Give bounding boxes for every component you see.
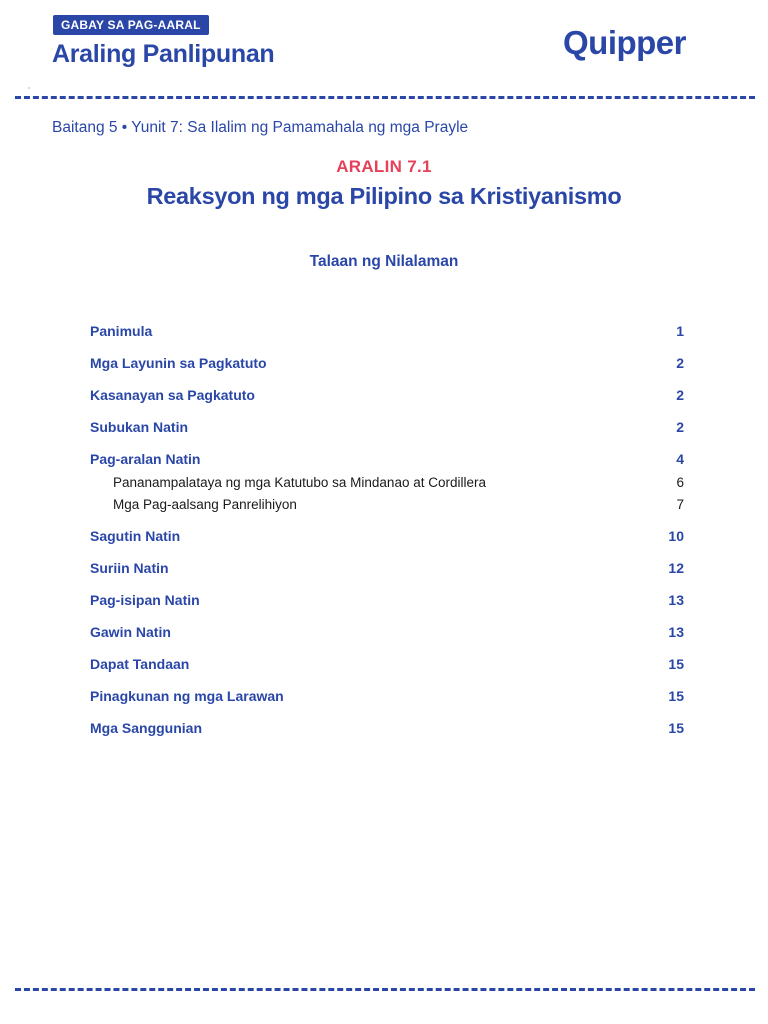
toc-entry[interactable] [90, 419, 684, 439]
toc-entry[interactable] [90, 560, 684, 580]
toc-subentry-label: Mga Pag-aalsang Panrelihiyon [113, 497, 297, 512]
toc-subentry[interactable] [90, 475, 684, 495]
subject-title: Araling Panlipunan [52, 40, 275, 68]
toc-entry[interactable] [90, 387, 684, 407]
toc-entry-label: Mga Sanggunian [90, 720, 202, 736]
toc-entry-label: Pag-isipan Natin [90, 592, 200, 608]
toc-subentry-label: Pananampalataya ng mga Katutubo sa Mindanao at Cordillera [113, 475, 486, 490]
toc-entry[interactable] [90, 720, 684, 740]
footer-divider [15, 988, 755, 991]
toc-entry-label: Suriin Natin [90, 560, 169, 576]
toc-entry-page: 2 [676, 419, 684, 435]
toc-entry-page: 10 [668, 528, 684, 544]
toc-entry[interactable] [90, 688, 684, 708]
toc-entry-label: Panimula [90, 323, 153, 339]
toc-entry-label: Sagutin Natin [90, 528, 181, 544]
brand-logo: Quipper [563, 24, 687, 61]
unit-breadcrumb: Baitang 5 • Yunit 7: Sa Ilalim ng Pamamahala ng mga Prayle [52, 119, 469, 136]
toc-subentry-page: 6 [676, 475, 684, 490]
toc-subentry[interactable] [90, 497, 684, 517]
toc-entry-page: 13 [668, 624, 684, 640]
toc-entry[interactable] [90, 355, 684, 375]
toc-entry[interactable] [90, 323, 684, 343]
header-divider [15, 96, 755, 99]
toc-heading: Talaan ng Nilalaman [309, 253, 459, 270]
decorative-dot [28, 87, 30, 89]
lesson-title: Reaksyon ng mga Pilipino sa Kristiyanismo [146, 183, 622, 209]
toc-entry[interactable] [90, 451, 684, 471]
toc-entry[interactable] [90, 656, 684, 676]
toc-entry-label: Subukan Natin [90, 419, 189, 435]
toc-entry-page: 13 [668, 592, 684, 608]
toc-entry[interactable] [90, 624, 684, 644]
toc-entry-label: Dapat Tandaan [90, 656, 190, 672]
toc-entry-page: 15 [668, 688, 684, 704]
toc-subentry-page: 7 [676, 497, 684, 512]
toc-entry-page: 15 [668, 720, 684, 736]
guide-badge: GABAY SA PAG-AARAL [53, 15, 209, 35]
toc-entry-page: 2 [676, 387, 684, 403]
toc-entry-label: Kasanayan sa Pagkatuto [90, 387, 255, 403]
toc-entry[interactable] [90, 528, 684, 548]
toc-entry-page: 4 [676, 451, 684, 467]
toc-entry-page: 2 [676, 355, 684, 371]
toc-entry-page: 12 [668, 560, 684, 576]
toc-entry-label: Mga Layunin sa Pagkatuto [90, 355, 267, 371]
lesson-label: ARALIN 7.1 [336, 157, 432, 176]
toc-entry-page: 1 [676, 323, 684, 339]
toc-entry-label: Gawin Natin [90, 624, 171, 640]
toc-entry[interactable] [90, 592, 684, 612]
toc-entry-label: Pag-aralan Natin [90, 451, 201, 467]
toc-entry-page: 15 [668, 656, 684, 672]
toc-entry-label: Pinagkunan ng mga Larawan [90, 688, 284, 704]
